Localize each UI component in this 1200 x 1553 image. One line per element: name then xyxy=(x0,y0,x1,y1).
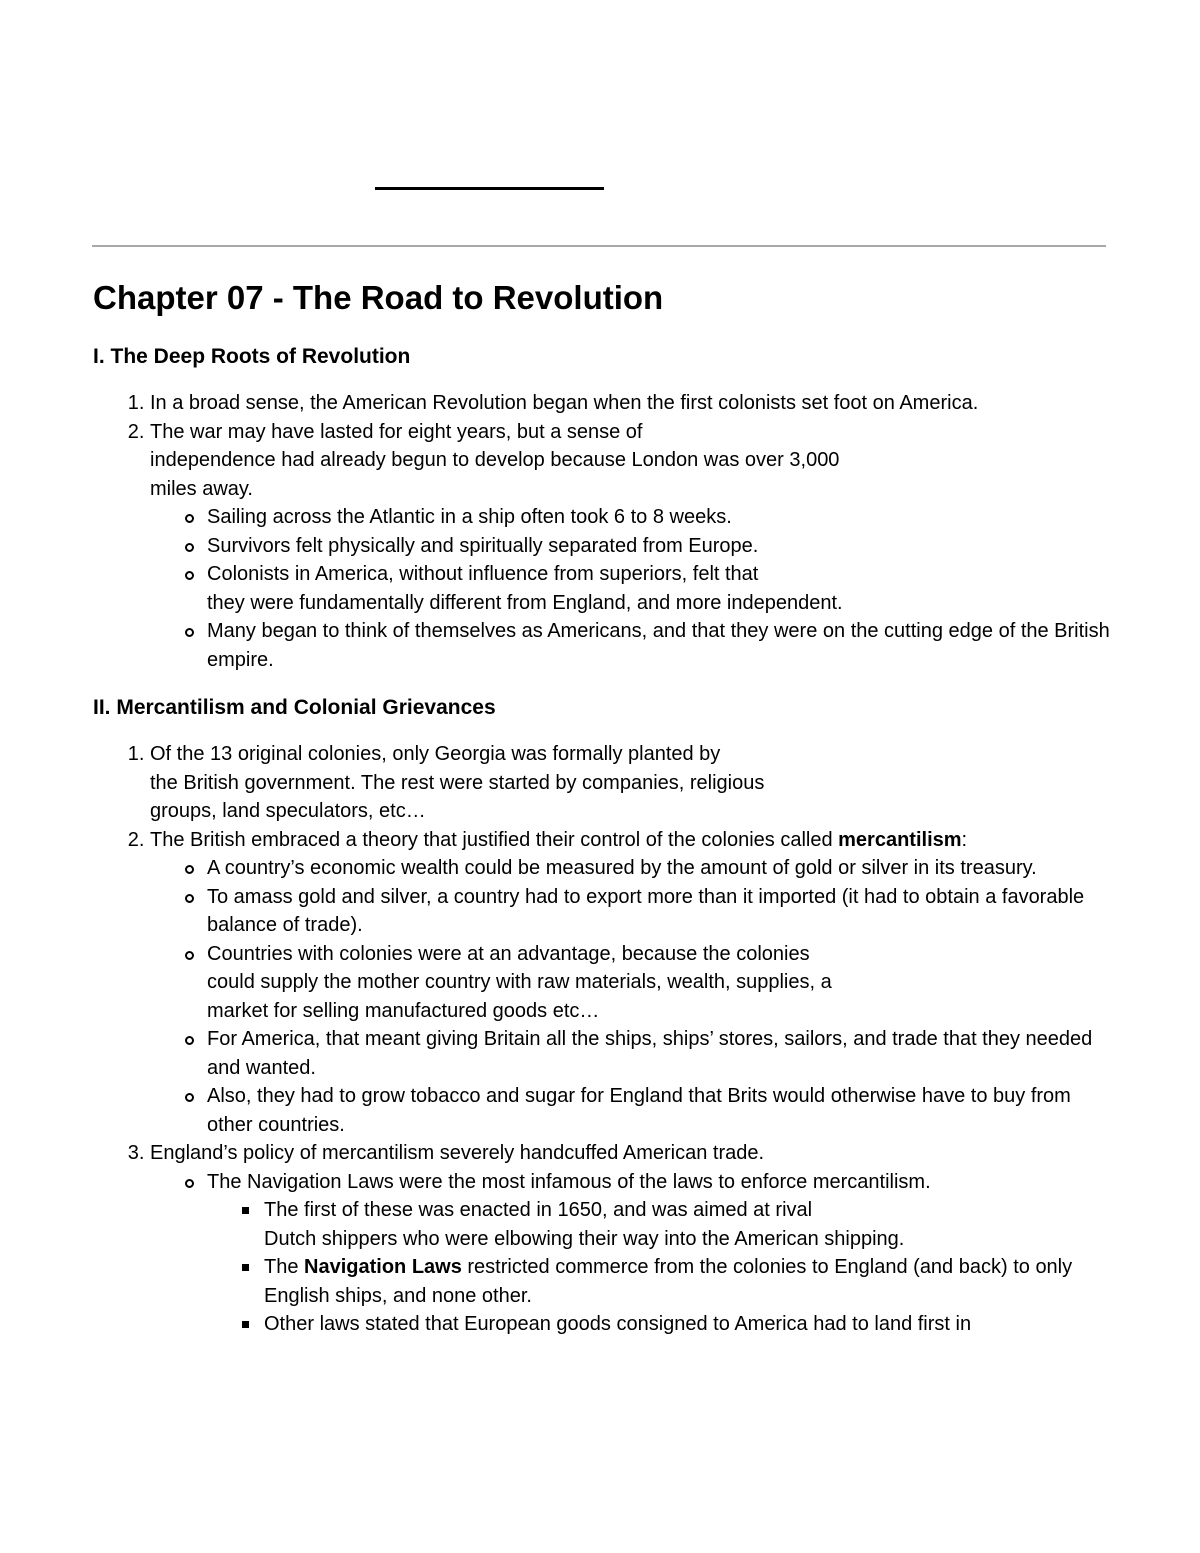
list-item-text: England’s policy of mercantilism severely handcuffed American trade. xyxy=(150,1142,765,1164)
circle-bullet-icon xyxy=(185,894,194,903)
circle-bullet-icon xyxy=(185,571,194,580)
list-item-text: independence had already begun to develop because London was over 3,000 xyxy=(150,449,840,471)
list-item-text: In a broad sense, the American Revolution began when the first colonists set foot on America. xyxy=(150,392,979,414)
sub-sub-item-text: Other laws stated that European goods consigned to America had to land first in xyxy=(264,1313,972,1335)
bold-term: Navigation Laws xyxy=(304,1256,462,1278)
sub-item-text: A country’s economic wealth could be measured by the amount of gold or silver in its treasury. xyxy=(207,857,1037,879)
sub-sub-item-text: Dutch shippers who were elbowing their way into the American shipping. xyxy=(264,1227,905,1250)
sub-item-text: To amass gold and silver, a country had to export more than it imported (it had to obtain a favorable balance of trade). xyxy=(207,885,1085,936)
circle-bullet-icon xyxy=(185,543,194,552)
sub-sub-item-text: restricted commerce from the colonies to England (and back) to only English ships, and none other. xyxy=(264,1256,1073,1307)
square-bullet-icon xyxy=(242,1321,249,1328)
square-bullet-icon xyxy=(242,1207,249,1214)
sub-sub-list-item xyxy=(264,1310,1113,1339)
sub-list-item xyxy=(207,940,1113,1026)
circle-bullet-icon xyxy=(185,628,194,637)
list-item-text: The British embraced a theory that justified their control of the colonies called xyxy=(150,828,839,851)
sub-item-text: Many began to think of themselves as Americans, and that they were on the cutting edge of the British empire. xyxy=(207,620,1110,671)
sub-item-text: Sailing across the Atlantic in a ship often took 6 to 8 weeks. xyxy=(207,506,732,528)
list-item-text: : xyxy=(961,828,968,851)
sub-list xyxy=(150,503,1113,674)
list-item xyxy=(150,418,1113,675)
sub-sub-list-item xyxy=(264,1253,1113,1310)
list-item-text: 2. The war may have lasted for eight years, but a sense of xyxy=(150,420,643,443)
sub-item-text: For America, that meant giving Britain all the ships, ships’ stores, sailors, and trade that they needed and wanted. xyxy=(207,1028,1093,1079)
sub-list-item xyxy=(207,617,1113,674)
sub-sub-list-item xyxy=(264,1196,1113,1253)
sub-list-item xyxy=(207,560,1113,617)
list-item-text: 1. Of the 13 original colonies, only Georgia was formally planted by xyxy=(150,743,721,765)
circle-bullet-icon xyxy=(185,1093,194,1102)
name-blank-line xyxy=(375,187,604,190)
sub-item-text: market for selling manufactured goods etc… xyxy=(207,999,600,1022)
list-item xyxy=(150,826,1113,1140)
page-title: Chapter 07 - The Road to Revolution xyxy=(93,279,664,316)
sub-list-item xyxy=(207,503,1113,532)
circle-bullet-icon xyxy=(185,951,194,960)
section-heading-2: II. Mercantilism and Colonial Grievances xyxy=(93,696,496,719)
sub-item-text: The Navigation Laws were the most infamous of the laws to enforce mercantilism. xyxy=(207,1170,931,1193)
section-1-list xyxy=(93,389,1113,674)
sub-list-item xyxy=(207,1082,1113,1139)
sub-item-text: Colonists in America, without influence from superiors, felt that xyxy=(207,563,759,585)
list-item-text: miles away. xyxy=(150,477,253,500)
sub-list xyxy=(150,854,1113,1139)
section-2-list xyxy=(93,740,1113,1339)
list-item xyxy=(150,1139,1113,1339)
sub-sub-item-text: The first of these was enacted in 1650, and was aimed at rival xyxy=(264,1199,813,1221)
bold-term: mercantilism xyxy=(838,828,962,851)
document-body xyxy=(93,274,1113,1339)
square-bullet-icon xyxy=(242,1264,249,1271)
sub-list-item xyxy=(207,854,1113,883)
sub-list-item xyxy=(207,532,1113,561)
horizontal-divider xyxy=(92,245,1106,247)
sub-sub-item-text: The xyxy=(264,1256,305,1278)
list-item xyxy=(150,740,1113,826)
list-item-text: groups, land speculators, etc… xyxy=(150,800,426,822)
sub-item-text: Also, they had to grow tobacco and sugar for England that Brits would otherwise have to buy from other countries. xyxy=(207,1085,1071,1136)
section-heading-1: I. The Deep Roots of Revolution xyxy=(93,345,411,368)
sub-item-text: they were fundamentally different from England, and more independent. xyxy=(207,591,843,614)
sub-sub-list xyxy=(207,1196,1113,1339)
circle-bullet-icon xyxy=(185,865,194,874)
sub-item-text: Survivors felt physically and spiritually separated from Europe. xyxy=(207,534,759,557)
sub-list-item xyxy=(207,1168,1113,1339)
sub-list-item xyxy=(207,1025,1113,1082)
sub-item-text: Countries with colonies were at an advantage, because the colonies xyxy=(207,942,810,965)
sub-list-item xyxy=(207,883,1113,940)
circle-bullet-icon xyxy=(185,1179,194,1188)
circle-bullet-icon xyxy=(185,514,194,523)
sub-item-text: could supply the mother country with raw materials, wealth, supplies, a xyxy=(207,971,832,993)
circle-bullet-icon xyxy=(185,1036,194,1045)
list-item-text: the British government. The rest were started by companies, religious xyxy=(150,771,765,794)
list-item xyxy=(150,389,1113,418)
sub-list xyxy=(150,1168,1113,1339)
